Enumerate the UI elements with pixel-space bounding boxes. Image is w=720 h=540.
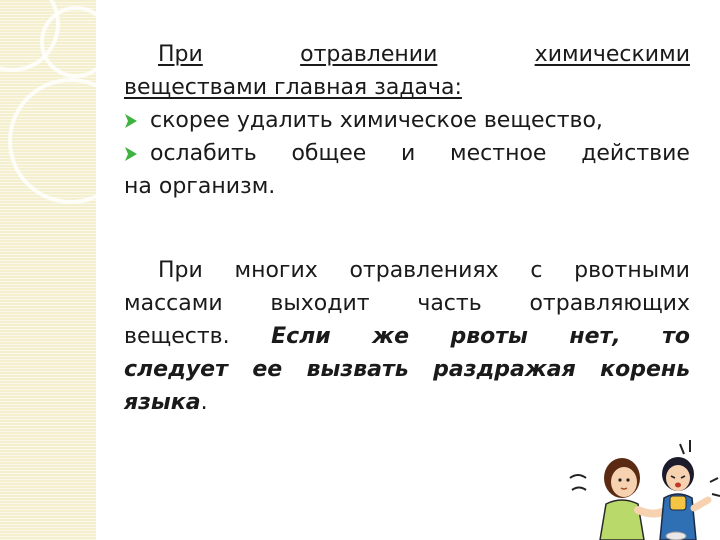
word: корень bbox=[600, 357, 690, 382]
word: веществ. bbox=[124, 324, 230, 349]
arrow-bullet-icon bbox=[124, 113, 150, 129]
word: часть bbox=[417, 291, 482, 316]
word: многих bbox=[234, 258, 318, 283]
decorative-ring bbox=[8, 78, 96, 204]
word: и bbox=[401, 141, 416, 166]
word: химическими bbox=[534, 42, 690, 67]
word: действие bbox=[581, 141, 690, 166]
decorative-ring bbox=[40, 6, 96, 78]
word: нет, bbox=[569, 324, 621, 349]
word: Если bbox=[271, 324, 331, 349]
paragraph-2-line-3 bbox=[124, 320, 690, 353]
text: веществами главная задача: bbox=[124, 75, 462, 100]
paragraph-2-line-5 bbox=[124, 386, 690, 419]
word: то bbox=[662, 324, 690, 349]
punctuation: . bbox=[200, 390, 208, 415]
word: языка bbox=[124, 390, 201, 415]
word: местное bbox=[450, 141, 547, 166]
word: При bbox=[158, 258, 203, 283]
word: вызвать bbox=[306, 357, 409, 382]
paragraph-1-line-end bbox=[124, 170, 690, 203]
word: отравлениях bbox=[349, 258, 499, 283]
word: с bbox=[530, 258, 543, 283]
word: рвотными bbox=[574, 258, 690, 283]
paragraph-2-line-1 bbox=[124, 254, 690, 287]
word: массами bbox=[124, 291, 223, 316]
bullet-item-2 bbox=[124, 137, 690, 170]
word: общее bbox=[291, 141, 367, 166]
arrow-bullet-icon bbox=[124, 146, 150, 162]
text: на организм. bbox=[124, 174, 276, 199]
word: отравлении bbox=[300, 42, 438, 67]
word: ее bbox=[252, 357, 283, 382]
first-aid-illustration bbox=[560, 438, 720, 540]
slide-text bbox=[124, 38, 690, 419]
paragraph-1-line-2 bbox=[124, 71, 690, 104]
word: раздражая bbox=[433, 357, 576, 382]
paragraph-1-line-1 bbox=[124, 38, 690, 71]
decorative-side-band bbox=[0, 0, 96, 540]
bullet-item-1 bbox=[124, 104, 690, 137]
word: же bbox=[372, 324, 410, 349]
word: следует bbox=[124, 357, 228, 382]
word: отравляющих bbox=[529, 291, 690, 316]
paragraph-2-line-2 bbox=[124, 287, 690, 320]
word: рвоты bbox=[450, 324, 528, 349]
paragraph-2-line-4 bbox=[124, 353, 690, 386]
bullet-text: скорее удалить химическое вещество, bbox=[150, 108, 603, 133]
word: ослабить bbox=[150, 141, 257, 166]
word: При bbox=[158, 42, 203, 67]
word: выходит bbox=[270, 291, 370, 316]
bullet-text bbox=[150, 137, 690, 170]
